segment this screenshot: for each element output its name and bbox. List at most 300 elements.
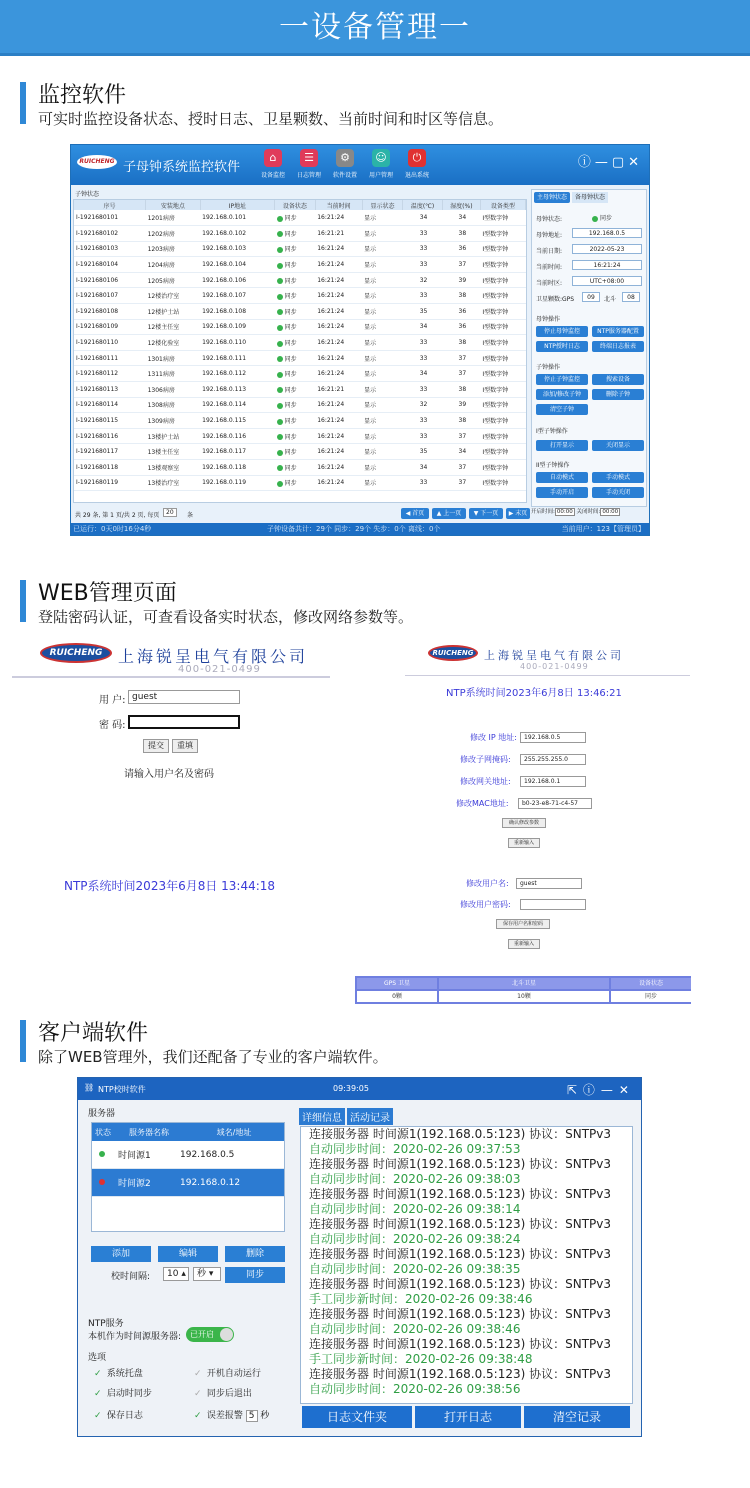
new-password-input[interactable] (520, 899, 586, 910)
confirm-button[interactable]: 确认修改参数 (502, 818, 546, 828)
table-cell: 192.168.0.119 (200, 475, 274, 491)
company-phone: 400-021-0499 (520, 662, 589, 671)
table-cell: 13楼观察室 (146, 460, 201, 476)
log-line: 连接服务器 时间源1(192.168.0.5:123) 协议：SNTPv3 (309, 1367, 611, 1381)
table-cell: 38 (442, 335, 480, 351)
ntp-time-right: NTP系统时间2023年6月8日 13:46:21 (446, 688, 622, 699)
table-cell: I型数字钟 (480, 272, 525, 288)
toolbar-log[interactable]: ☰ 日志管理 (296, 151, 321, 179)
time-settings: 开启时间: 00:00 关闭时间: 00:00 (531, 509, 619, 515)
cell-status: 同步 (275, 319, 316, 335)
group-label: 子钟状态 (75, 191, 100, 198)
status-offline-icon (99, 1179, 105, 1185)
log-line: 连接服务器 时间源1(192.168.0.5:123) 协议：SNTPv3 (309, 1127, 611, 1141)
status-dot-icon (277, 465, 283, 471)
column-header[interactable]: 序号 (74, 200, 146, 210)
table-row[interactable] (74, 366, 526, 382)
ntp-config-button[interactable]: NTP服务器配置 (592, 326, 644, 337)
table-cell: I-1921680106 (74, 272, 146, 288)
table-row[interactable] (74, 397, 526, 413)
table-cell: 37 (442, 475, 480, 491)
add-clock-button[interactable]: 添加/修改子钟 (536, 389, 588, 400)
table-cell: 16:21:24 (315, 288, 362, 304)
reset-button[interactable]: 重填 (172, 739, 198, 753)
table-cell: 36 (442, 304, 480, 320)
log-line: 自动同步时间：2020-02-26 09:38:35 (309, 1262, 521, 1276)
table-cell: 192.168.0.104 (200, 257, 274, 273)
opt-save-log[interactable]: ✓ 保存日志 (94, 1411, 143, 1421)
table-cell: I-1921680118 (74, 460, 146, 476)
cell-status: 同步 (275, 257, 316, 273)
table-cell: I-1921680102 (74, 226, 146, 242)
table-cell: 33 (403, 335, 443, 351)
table-row[interactable] (74, 413, 526, 429)
table-cell: I型数字钟 (480, 257, 525, 273)
table-cell: 33 (403, 241, 443, 257)
table-cell: 192.168.0.110 (200, 335, 274, 351)
cell-status: 同步 (275, 210, 316, 226)
table-cell: 192.168.0.102 (200, 226, 274, 242)
monitor-app-window (70, 144, 650, 536)
log-line: 自动同步时间：2020-02-26 09:38:24 (309, 1232, 521, 1246)
table-cell: 34 (442, 210, 480, 226)
table-cell: I型数字钟 (480, 366, 525, 382)
table-cell: 13楼护士站 (146, 428, 201, 444)
table-cell: 192.168.0.106 (200, 272, 274, 288)
mask-input[interactable]: 255.255.255.0 (520, 754, 586, 765)
table-cell: 13楼主任室 (146, 444, 201, 460)
status-bar: 已运行：0天0时16分4秒 子钟设备共计：29个 同步：29个 失步：0个 离线：0个 当前用户：123【管理员】 (71, 523, 649, 535)
table-cell: 16:21:24 (315, 350, 362, 366)
table-cell: 16:21:21 (315, 382, 362, 398)
table-row[interactable] (74, 460, 526, 476)
table-cell: 1308病房 (146, 397, 201, 413)
submit-button[interactable]: 提交 (143, 739, 169, 753)
table-row[interactable] (74, 288, 526, 304)
table-cell: 192.168.0.114 (200, 397, 274, 413)
table-cell: 33 (403, 428, 443, 444)
cell-status: 同步 (275, 350, 316, 366)
table-cell: 1311病房 (146, 366, 201, 382)
toolbar-exit[interactable]: ⏻ 退出系统 (404, 151, 429, 179)
table-cell: 39 (442, 397, 480, 413)
window-controls[interactable]: ⇱ⓘ—✕ (566, 1083, 635, 1097)
table-cell: 显示 (362, 397, 403, 413)
table-cell: 192.168.0.115 (200, 413, 274, 429)
table-cell: I型数字钟 (480, 241, 525, 257)
clock-table (73, 199, 527, 503)
pager: 共 29 条, 第 1 页/共 2 页, 每页 20 条 ◀ 首页 ▲ 上一页 ▼ 下一页 ▶ 末页 (73, 507, 527, 521)
stop-master-button[interactable]: 停止母钟监控 (536, 326, 588, 337)
next-page-button[interactable]: ▼ 下一页 (469, 508, 503, 519)
table-cell: 显示 (362, 335, 403, 351)
status-dot-icon (277, 434, 283, 440)
server-row[interactable]: 时间源1 192.168.0.5 (92, 1141, 284, 1169)
auto-mode-button[interactable]: 自动模式 (536, 472, 588, 483)
toolbar-settings[interactable]: ⚙ 软件设置 (332, 151, 357, 179)
cell-status: 同步 (275, 366, 316, 382)
table-cell: 显示 (362, 319, 403, 335)
table-cell: 16:21:24 (315, 210, 362, 226)
table-cell: 1202病房 (146, 226, 201, 242)
reinput-button[interactable]: 重新输入 (508, 838, 540, 848)
table-cell: 34 (442, 444, 480, 460)
window-controls[interactable]: ⓘ—▢✕ (577, 155, 643, 170)
table-cell: 16:21:24 (315, 241, 362, 257)
table-cell: I型数字钟 (480, 335, 525, 351)
column-header[interactable]: 设备状态 (275, 200, 316, 210)
table-row[interactable] (74, 257, 526, 273)
status-dot-icon (277, 372, 283, 378)
table-cell: 38 (442, 226, 480, 242)
ip-input[interactable]: 192.168.0.5 (520, 732, 586, 743)
clear-clock-button[interactable]: 清空子钟 (536, 404, 588, 415)
stop-clock-button[interactable]: 停止子钟监控 (536, 374, 588, 385)
table-cell: I型数字钟 (480, 460, 525, 476)
clock-display: 09:39:05 (333, 1084, 369, 1093)
table-cell: 37 (442, 460, 480, 476)
table-cell: 显示 (362, 382, 403, 398)
table-cell: I型数字钟 (480, 210, 525, 226)
table-row[interactable] (74, 272, 526, 288)
interval-unit-select[interactable]: 秒 ▾ (193, 1267, 221, 1281)
table-cell: 33 (403, 350, 443, 366)
password-input[interactable] (128, 715, 240, 729)
table-row[interactable] (74, 319, 526, 335)
interval-input[interactable]: 10 ▴ (163, 1267, 189, 1281)
server-row[interactable]: 时间源2 192.168.0.12 (92, 1169, 284, 1197)
table-row[interactable] (74, 382, 526, 398)
terminal-report-button[interactable]: 终端日志报表 (592, 341, 644, 352)
mac-input[interactable]: b0-23-e8-71-c4-57 (518, 798, 592, 809)
last-page-button[interactable]: ▶ 末页 (506, 508, 530, 519)
manual-mode-button[interactable]: 手动模式 (592, 472, 644, 483)
table-cell: 1309病房 (146, 413, 201, 429)
table-cell: 192.168.0.101 (200, 210, 274, 226)
table-cell: 33 (403, 413, 443, 429)
master-status: 同步 (592, 213, 612, 222)
title-bar: ⛓ NTP校时软件 09:39:05 ⇱ⓘ—✕ (78, 1078, 641, 1100)
table-cell: 33 (403, 257, 443, 273)
divider (12, 676, 330, 678)
table-cell: 192.168.0.111 (200, 350, 274, 366)
gateway-input[interactable]: 192.168.0.1 (520, 776, 586, 787)
table-cell: 16:21:24 (315, 460, 362, 476)
table-cell: I型数字钟 (480, 226, 525, 242)
company-name: 上海锐呈电气有限公司 (118, 647, 309, 666)
table-cell: 192.168.0.118 (200, 460, 274, 476)
status-dot-icon (277, 341, 283, 347)
table-cell: 192.168.0.117 (200, 444, 274, 460)
table-row[interactable] (74, 304, 526, 320)
log-line: 手工同步新时间：2020-02-26 09:38:46 (309, 1292, 533, 1306)
table-cell: 35 (403, 304, 443, 320)
table-cell: 1204病房 (146, 257, 201, 273)
table-cell: I型数字钟 (480, 413, 525, 429)
section-bar (20, 82, 26, 124)
log-line: 连接服务器 时间源1(192.168.0.5:123) 协议：SNTPv3 (309, 1187, 611, 1201)
cell-status: 同步 (275, 241, 316, 257)
server-table: 状态 服务器名称 域名/地址 时间源1 192.168.0.5 时间源2 192.168.0.12 (91, 1122, 285, 1232)
section-title: 监控软件 (38, 83, 127, 108)
table-cell: 34 (403, 366, 443, 382)
company-name: 上海锐呈电气有限公司 (484, 649, 624, 662)
table-cell: I型数字钟 (480, 288, 525, 304)
table-cell: 12楼治疗室 (146, 288, 201, 304)
tab-activity[interactable]: 活动记录 (347, 1108, 393, 1125)
section-desc: 可实时监控设备状态、授时日志、卫星颗数、当前时间和时区等信息。 (38, 110, 504, 128)
table-cell: I型数字钟 (480, 397, 525, 413)
table-cell: 39 (442, 272, 480, 288)
table-cell: 192.168.0.109 (200, 319, 274, 335)
table-row[interactable] (74, 210, 526, 226)
status-online-icon (99, 1151, 105, 1157)
status-dot-icon (277, 263, 283, 269)
cell-status: 同步 (275, 272, 316, 288)
table-cell: 33 (403, 226, 443, 242)
table-row[interactable] (74, 475, 526, 491)
tab-details[interactable]: 详细信息 (299, 1108, 345, 1125)
cell-status: 同步 (275, 304, 316, 320)
table-cell: 34 (403, 210, 443, 226)
table-row[interactable] (74, 226, 526, 242)
home-icon: ⌂ (264, 149, 282, 167)
table-cell: I型数字钟 (480, 304, 525, 320)
table-cell: 192.168.0.113 (200, 382, 274, 398)
first-page-button[interactable]: ◀ 首页 (401, 508, 429, 519)
new-username-input[interactable]: guest (516, 878, 582, 889)
opt-tray[interactable]: ✓ 系统托盘 (94, 1369, 143, 1379)
column-header[interactable]: 安装地点 (146, 200, 201, 210)
table-cell: 显示 (362, 444, 403, 460)
user-icon: ☺ (372, 149, 390, 167)
show-button[interactable]: 打开显示 (536, 440, 588, 451)
table-cell: 1306病房 (146, 382, 201, 398)
toolbar-monitor[interactable]: ⌂ 设备监控 (260, 151, 285, 179)
column-header[interactable]: 显示状态 (362, 200, 403, 210)
save-user-button[interactable]: 保存用户名和密码 (496, 919, 550, 929)
gps-count: 09 (582, 292, 600, 302)
table-cell: 显示 (362, 288, 403, 304)
hide-button[interactable]: 关闭显示 (592, 440, 644, 451)
manual-on-button[interactable]: 手动开启 (536, 487, 588, 498)
log-line: 连接服务器 时间源1(192.168.0.5:123) 协议：SNTPv3 (309, 1247, 611, 1261)
table-cell: 显示 (362, 428, 403, 444)
table-cell: 12楼护士站 (146, 304, 201, 320)
table-row[interactable] (74, 428, 526, 444)
table-cell: 16:21:24 (315, 257, 362, 273)
cell-status: 同步 (275, 288, 316, 304)
table-cell: 33 (403, 288, 443, 304)
log-line: 自动同步时间：2020-02-26 09:38:03 (309, 1172, 521, 1186)
prev-page-button[interactable]: ▲ 上一页 (432, 508, 466, 519)
table-cell: 显示 (362, 350, 403, 366)
section-bar (20, 580, 26, 622)
cell-status: 同步 (275, 475, 316, 491)
table-cell: 32 (403, 397, 443, 413)
status-dot-icon (277, 356, 283, 362)
master-date: 2022-05-23 (572, 244, 642, 254)
log-line: 手工同步新时间：2020-02-26 09:38:48 (309, 1352, 533, 1366)
table-cell: 显示 (362, 413, 403, 429)
table-cell: 显示 (362, 304, 403, 320)
table-cell: 13楼治疗室 (146, 475, 201, 491)
right-panel: 主母钟状态 备母钟状态 母钟状态: 同步 母钟地址: 192.168.0.5 当前日期: 2022-05-23 当前时间: 16:21:24 当前时区: UTC+08:00 卫星颗数:GPS 09 北斗 08 母钟操作 停止母钟监控 NTP服务器配置 NTP授时日志 终端日志报表 子钟操作 停止子钟监控 搜索设备 添加/修改子钟 删除子钟 清空子钟 I型子钟操作 打开显示 关闭显示 II型子钟操作 自动模式 手动模式 手动开启 手动关闭 (531, 189, 647, 507)
table-cell: I-1921680114 (74, 397, 146, 413)
status-dot-icon (277, 231, 283, 237)
table-cell: 16:21:24 (315, 319, 362, 335)
table-cell: 34 (403, 460, 443, 476)
table-row[interactable] (74, 241, 526, 257)
table-cell: 显示 (362, 226, 403, 242)
status-dot-icon (277, 403, 283, 409)
log-folder-button[interactable]: 日志文件夹 (302, 1406, 412, 1428)
log-line: 自动同步时间：2020-02-26 09:38:56 (309, 1382, 521, 1396)
table-cell: 1201病房 (146, 210, 201, 226)
table-cell: I-1921680101 (74, 210, 146, 226)
table-cell: I型数字钟 (480, 382, 525, 398)
table-cell: I-1921680107 (74, 288, 146, 304)
status-dot-icon (277, 419, 283, 425)
log-line: 连接服务器 时间源1(192.168.0.5:123) 协议：SNTPv3 (309, 1337, 611, 1351)
status-dot-icon (277, 247, 283, 253)
table-cell: 显示 (362, 272, 403, 288)
log-line: 连接服务器 时间源1(192.168.0.5:123) 协议：SNTPv3 (309, 1277, 611, 1291)
table-cell: 38 (442, 288, 480, 304)
column-header[interactable]: 设备类型 (480, 200, 525, 210)
manual-off-button[interactable]: 手动关闭 (592, 487, 644, 498)
page-banner: 一设备管理一 (0, 0, 750, 56)
section-title: WEB管理页面 (38, 581, 177, 606)
search-device-button[interactable]: 搜索设备 (592, 374, 644, 385)
table-cell: 16:21:24 (315, 366, 362, 382)
table-cell: 16:21:24 (315, 444, 362, 460)
table-row[interactable] (74, 350, 526, 366)
table-cell: 显示 (362, 210, 403, 226)
opt-sync-start[interactable]: ✓ 启动时同步 (94, 1389, 152, 1399)
delete-clock-button[interactable]: 删除子钟 (592, 389, 644, 400)
table-cell: 38 (442, 413, 480, 429)
username-input[interactable]: guest (128, 690, 240, 704)
table-cell: 32 (403, 272, 443, 288)
section-title: 客户端软件 (38, 1021, 149, 1046)
tab-master[interactable]: 主母钟状态 (534, 192, 570, 203)
ruicheng-logo: RUICHENG (40, 643, 112, 663)
table-cell: I-1921680119 (74, 475, 146, 491)
log-line: 连接服务器 时间源1(192.168.0.5:123) 协议：SNTPv3 (309, 1307, 611, 1321)
opt-alarm[interactable]: ✓ 误差报警 5 秒 (194, 1411, 270, 1421)
ntp-client-window: ⛓ NTP校时软件 09:39:05 ⇱ⓘ—✕ 服务器 状态 服务器名称 域名/地址 时间源1 192.168.0.5 时间源2 192.168.0.12 添加 编辑 删除 校时间隔: 10 ▴ 秒 ▾ 同步 NTP服务 本机作为时间源服务器: 已开启 选项 ✓ 系统托盘 ✓ 开机自动运行 ✓ 启动时同步 ✓ 同步后退出 ✓ 保存日志 ✓ 误差报警 5 秒 详细信息 活动记录 连接服务器 时间源1(192.168.0.5:123) 协议：SNTPv3 自动同步时间：2020-02-26 09:37:53 连接服务器 时间源1(192.168.0.5:123) 协议：SNTPv3 自动同步时间：2020-02-26 09:38:03 连接服务器 时间源1(192.168.0.5:123) 协议：SNTPv3 自动同步时间：2020-02-26 09:38:14 连接服务器 时间源1(192.168.0.5:123) 协议：SNTPv3 自动同步时间：2020-02-26 09:38:24 连接服务器 时间源1(192.168.0.5:123) 协议：SNTPv3 自动同步时间：2020-02-26 09:38:35 连接服务器 时间源1(192.168.0.5:123) 协议：SNTPv3 手工同步新时间：2020-02-26 09:38:46 连接服务器 时间源1(192.168.0.5:123) 协议：SNTPv3 自动同步时间：2020-02-26 09:38:46 连接服务器 时间源1(192.168.0.5:123) 协议：SNTPv3 手工同步新时间：2020-02-26 09:38:48 连接服务器 时间源1(192.168.0.5:123) 协议：SNTPv3 自动同步时间：2020-02-26 09:38:56 日志文件夹 打开日志 清空记录 (77, 1077, 642, 1437)
page-size-select[interactable]: 20 (163, 508, 177, 517)
opt-autostart[interactable]: ✓ 开机自动运行 (194, 1369, 261, 1379)
status-dot-icon (277, 325, 283, 331)
table-cell: 192.168.0.112 (200, 366, 274, 382)
table-row[interactable] (74, 444, 526, 460)
table-cell: I-1921680103 (74, 241, 146, 257)
delete-button[interactable]: 删除 (225, 1246, 285, 1262)
table-cell: 显示 (362, 257, 403, 273)
column-header[interactable]: IP地址 (200, 200, 274, 210)
table-cell: 192.168.0.107 (200, 288, 274, 304)
status-dot-icon (277, 278, 283, 284)
ntp-log-button[interactable]: NTP授时日志 (536, 341, 588, 352)
opt-exit-after[interactable]: ✓ 同步后退出 (194, 1389, 252, 1399)
status-dot-icon (277, 294, 283, 300)
table-cell: 16:21:21 (315, 226, 362, 242)
table-cell: 显示 (362, 366, 403, 382)
edit-button[interactable]: 编辑 (158, 1246, 218, 1262)
ntp-time-left: NTP系统时间2023年6月8日 13:44:18 (64, 879, 276, 893)
gnss-status-table: GPS 卫星 北斗卫星 设备状态 0颗 10颗 同步 (355, 976, 691, 1004)
open-log-button[interactable]: 打开日志 (415, 1406, 521, 1428)
table-cell: 36 (442, 241, 480, 257)
table-cell: I-1921680115 (74, 413, 146, 429)
table-cell: 35 (403, 444, 443, 460)
off-time-field[interactable]: 00:00 (602, 509, 619, 515)
app-title: 子母钟系统监控软件 (123, 160, 241, 175)
reinput-button[interactable]: 重新输入 (508, 939, 540, 949)
on-time-field[interactable]: 00:00 (556, 509, 573, 515)
table-cell: I型数字钟 (480, 475, 525, 491)
title-bar (71, 145, 649, 185)
table-cell: I-1921680104 (74, 257, 146, 273)
column-header[interactable]: 湿度(%) (442, 200, 480, 210)
table-cell: I-1921680108 (74, 304, 146, 320)
table-cell: 33 (403, 475, 443, 491)
tab-backup[interactable]: 备母钟状态 (572, 192, 608, 203)
table-row[interactable] (74, 335, 526, 351)
table-cell: 37 (442, 366, 480, 382)
table-cell: 16:21:24 (315, 475, 362, 491)
column-header[interactable]: 温度(℃) (403, 200, 443, 210)
clear-log-button[interactable]: 清空记录 (524, 1406, 630, 1428)
table-cell: 37 (442, 350, 480, 366)
table-cell: I-1921680116 (74, 428, 146, 444)
section-bar (20, 1020, 26, 1062)
table-cell: 38 (442, 382, 480, 398)
table-cell: I-1921680112 (74, 366, 146, 382)
sync-button[interactable]: 同步 (225, 1267, 285, 1283)
list-icon: ☰ (300, 149, 318, 167)
master-time: 16:21:24 (572, 260, 642, 270)
table-cell: I-1921680110 (74, 335, 146, 351)
table-cell: I型数字钟 (480, 350, 525, 366)
status-dot-icon (277, 481, 283, 487)
table-cell: 16:21:24 (315, 304, 362, 320)
table-cell: 12楼主任室 (146, 319, 201, 335)
table-cell: 12楼化验室 (146, 335, 201, 351)
column-header[interactable]: 当前时间 (315, 200, 362, 210)
table-cell: 36 (442, 319, 480, 335)
table-cell: I-1921680109 (74, 319, 146, 335)
cell-status: 同步 (275, 460, 316, 476)
divider (405, 675, 690, 676)
ntp-toggle[interactable]: 已开启 (186, 1327, 234, 1342)
add-button[interactable]: 添加 (91, 1246, 151, 1262)
log-line: 连接服务器 时间源1(192.168.0.5:123) 协议：SNTPv3 (309, 1217, 611, 1231)
network-icon: ⛓ (84, 1083, 95, 1092)
table-cell: I型数字钟 (480, 428, 525, 444)
log-line: 连接服务器 时间源1(192.168.0.5:123) 协议：SNTPv3 (309, 1157, 611, 1171)
status-dot-icon (277, 309, 283, 315)
table-cell: 34 (403, 319, 443, 335)
table-cell: 192.168.0.108 (200, 304, 274, 320)
table-cell: 显示 (362, 475, 403, 491)
table-cell: 37 (442, 257, 480, 273)
table-cell: I-1921680111 (74, 350, 146, 366)
master-tz: UTC+08:00 (572, 276, 642, 286)
toolbar-users[interactable]: ☺ 用户管理 (368, 151, 393, 179)
